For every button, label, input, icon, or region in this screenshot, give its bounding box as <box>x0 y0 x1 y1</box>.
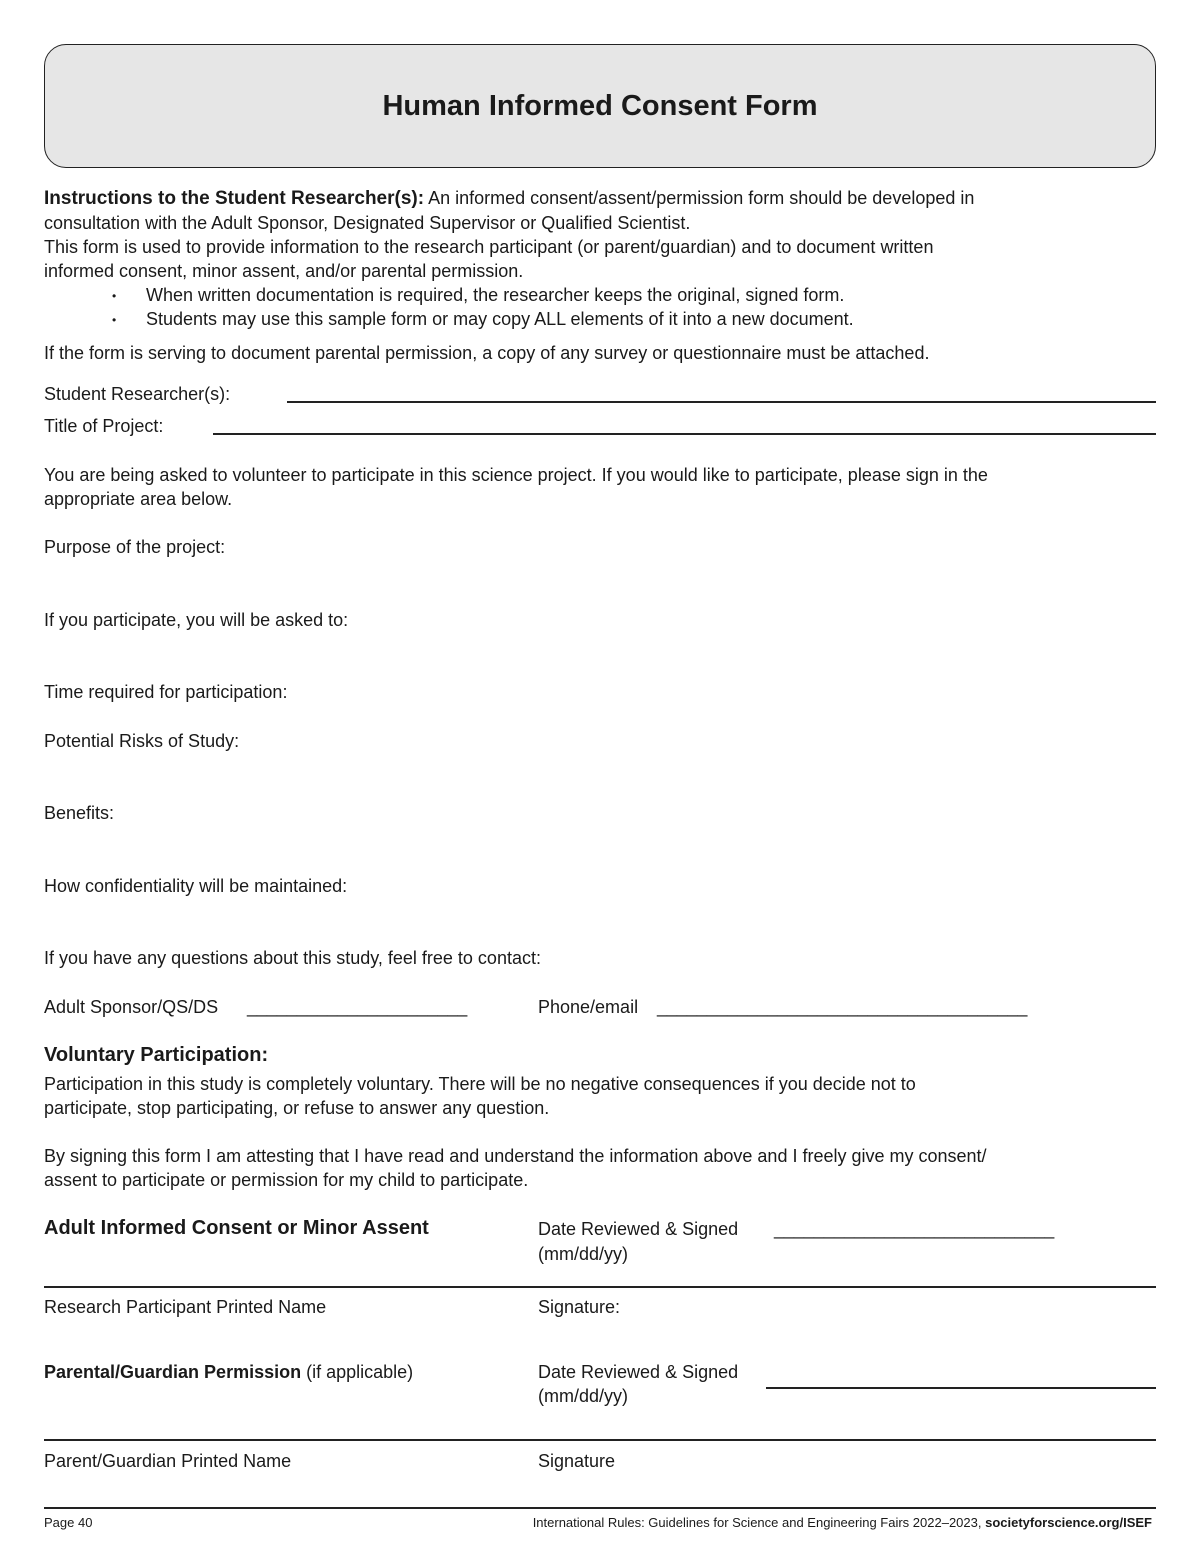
consent-date-format: (mm/dd/yy) <box>538 1244 628 1264</box>
sponsor-field[interactable]: ______________________ <box>247 997 468 1017</box>
voluntary-line-2: participate, stop participating, or refuse to answer any question. <box>44 1098 550 1118</box>
bullet-icon: • <box>112 289 117 303</box>
sponsor-label: Adult Sponsor/QS/DS <box>44 997 219 1017</box>
parental-note: If the form is serving to document parental permission, a copy of any survey or questionnaire must be attached. <box>44 343 930 363</box>
intro-line-1: You are being asked to volunteer to participate in this science project. If you would like to participate, please sign in the <box>44 465 988 485</box>
consent-heading: Adult Informed Consent or Minor Assent <box>44 1217 429 1239</box>
bullet-icon: • <box>112 313 117 327</box>
voluntary-line-4: assent to participate or permission for my child to participate. <box>44 1170 529 1190</box>
instructions-line-4: informed consent, minor assent, and/or parental permission. <box>44 261 524 281</box>
voluntary-heading: Voluntary Participation: <box>44 1044 269 1066</box>
student-researchers-label: Student Researcher(s): <box>44 384 231 404</box>
risks-label: Potential Risks of Study: <box>44 731 240 751</box>
benefits-label: Benefits: <box>44 803 115 823</box>
page-title: Human Informed Consent Form <box>382 90 818 122</box>
voluntary-line-3: By signing this form I am attesting that I have read and understand the information above and I freely give my consent/ <box>44 1146 987 1166</box>
instructions-line-2: consultation with the Adult Sponsor, Designated Supervisor or Qualified Scientist. <box>44 213 691 233</box>
parental-heading: Parental/Guardian Permission <box>44 1362 302 1382</box>
instructions-text: An informed consent/assent/permission form should be developed in <box>424 188 975 208</box>
consent-date-label: Date Reviewed & Signed <box>538 1219 739 1239</box>
intro-line-2: appropriate area below. <box>44 489 233 509</box>
participant-signature-label: Signature: <box>538 1297 621 1317</box>
consent-date-field[interactable]: ____________________________ <box>774 1219 1055 1239</box>
instructions-line-3: This form is used to provide information to the research participant (or parent/guardian) and to document written <box>44 237 934 257</box>
consent-divider <box>44 1286 1156 1288</box>
guardian-signature-label: Signature <box>538 1451 616 1471</box>
page-number: Page 40 <box>44 1515 93 1530</box>
title-of-project-field[interactable] <box>213 433 1156 435</box>
guardian-printed-name-label: Parent/Guardian Printed Name <box>44 1451 292 1471</box>
student-researchers-field[interactable] <box>287 401 1156 403</box>
footer-guidelines-text: International Rules: Guidelines for Science and Engineering Fairs 2022–2023, <box>532 1515 986 1530</box>
parental-date-label: Date Reviewed & Signed <box>538 1362 739 1382</box>
parental-heading-suffix: (if applicable) <box>301 1362 414 1382</box>
title-of-project-label: Title of Project: <box>44 416 164 436</box>
bullet-item: Students may use this sample form or may copy ALL elements of it into a new document. <box>146 309 854 329</box>
time-required-label: Time required for participation: <box>44 682 288 702</box>
parental-divider <box>44 1439 1156 1441</box>
bullet-item: When written documentation is required, the researcher keeps the original, signed form. <box>146 285 845 305</box>
footer-url-link[interactable]: societyforscience.org/ISEF <box>985 1515 1152 1530</box>
footer-guidelines <box>533 1515 1152 1530</box>
purpose-label: Purpose of the project: <box>44 537 226 557</box>
confidentiality-label: How confidentiality will be maintained: <box>44 876 348 896</box>
participate-label: If you participate, you will be asked to: <box>44 610 349 630</box>
phone-email-field[interactable]: _____________________________________ <box>657 997 1028 1017</box>
voluntary-line-1: Participation in this study is completely voluntary. There will be no negative consequences if you decide not to <box>44 1074 916 1094</box>
participant-printed-name-label: Research Participant Printed Name <box>44 1297 327 1317</box>
phone-email-label: Phone/email <box>538 997 639 1017</box>
questions-label: If you have any questions about this study, feel free to contact: <box>44 948 541 968</box>
parental-heading-line <box>44 1360 413 1384</box>
instructions-line-1 <box>44 186 974 211</box>
parental-date-format: (mm/dd/yy) <box>538 1386 628 1406</box>
parental-date-field[interactable] <box>766 1387 1156 1389</box>
footer-divider <box>44 1507 1156 1509</box>
instructions-heading: Instructions to the Student Researcher(s): <box>44 188 425 209</box>
